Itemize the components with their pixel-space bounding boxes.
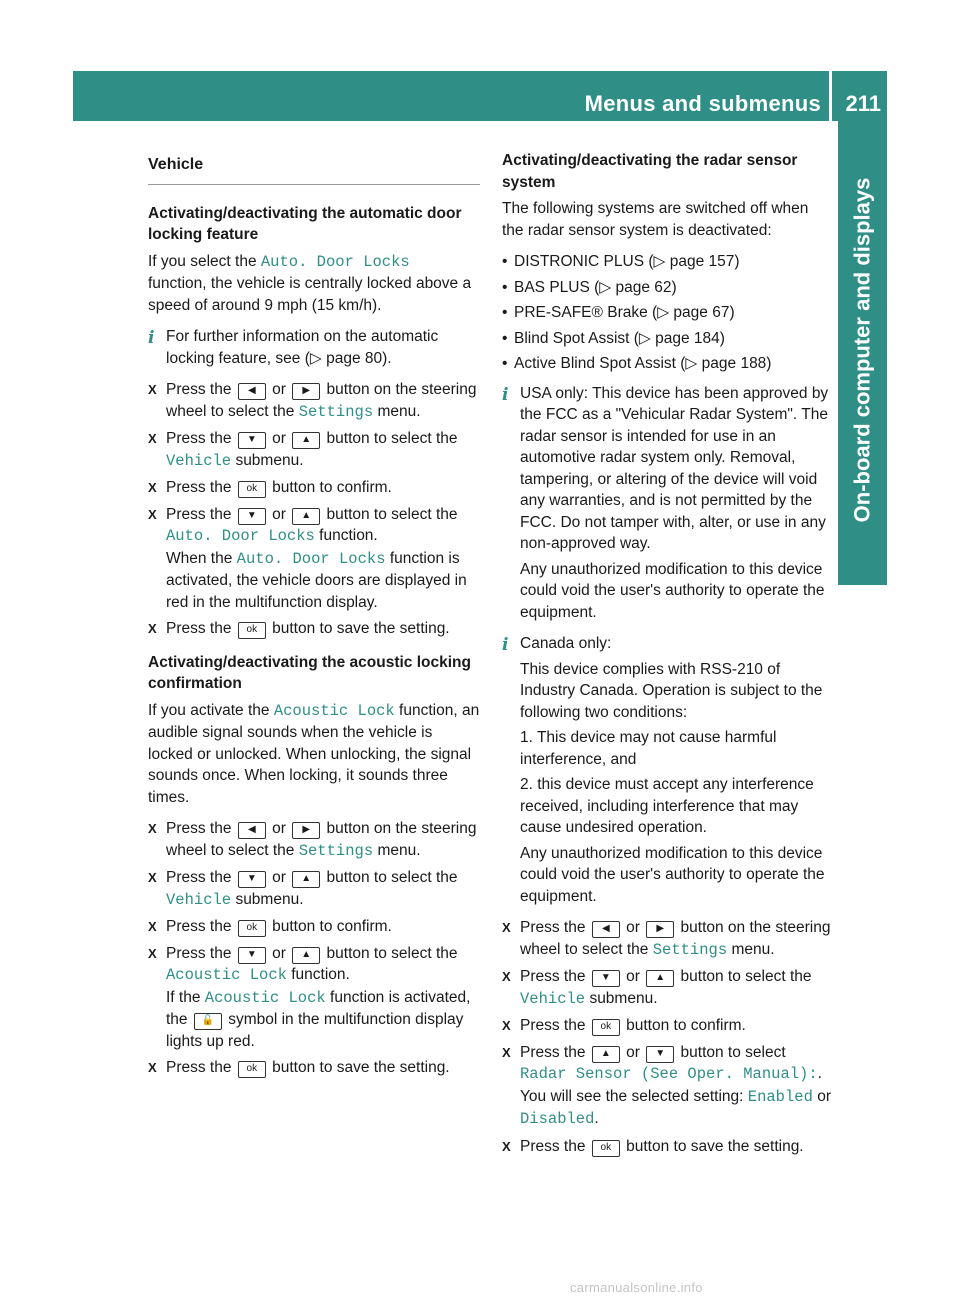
step-item: X Press the ▼ or ▲ button to select the Auto. Door Locks function. When the Auto. Door Locks function is activated, the vehicle doors are displayed in red in the multifunction display. <box>148 504 480 614</box>
down-key-icon: ▼ <box>646 1046 674 1063</box>
heading-radar-sensor: Activating/deactivating the radar sensor system <box>502 152 798 191</box>
info-icon: i <box>148 328 155 348</box>
step-item: X Press the ▼ or ▲ button to select the Vehicle submenu. <box>148 428 480 472</box>
info-note-usa: i USA only: This device has been approved by the FCC as a "Vehicular Radar System". The radar sensor is intended for use in an automotive radar system only. Removal, tampering, or altering of the device will void any warranties, and is not permitted by the FCC. Do not tamper with, alter, or use in any non-approved way. Any unauthorized modification to this device could void the user's authority to operate the equipment. <box>502 384 829 621</box>
left-key-icon: ◀ <box>238 383 266 400</box>
down-key-icon: ▼ <box>238 432 266 449</box>
list-item: • Active Blind Spot Assist (▷ page 188) <box>502 353 834 375</box>
step-item: X Press the ▼ or ▲ button to select the Vehicle submenu. <box>502 966 834 1010</box>
step-item: X Press the ◀ or ▶ button on the steering wheel to select the Settings menu. <box>148 379 480 423</box>
down-key-icon: ▼ <box>238 508 266 525</box>
up-key-icon: ▲ <box>646 970 674 987</box>
down-key-icon: ▼ <box>592 970 620 987</box>
footer-watermark: carmanualsonline.info <box>570 1280 703 1295</box>
page-header <box>73 71 887 121</box>
ok-key-icon: ok <box>238 481 266 498</box>
ok-key-icon: ok <box>592 1019 620 1036</box>
left-column <box>148 150 480 1084</box>
header-title: Menus and submenus <box>584 91 821 116</box>
lock-icon: 🔓 <box>194 1013 222 1030</box>
paragraph: The following systems are switched off when the radar sensor system is deactivated: <box>502 200 809 239</box>
left-key-icon: ◀ <box>592 921 620 938</box>
list-item: • PRE-SAFE® Brake (▷ page 67) <box>502 302 834 324</box>
step-item: X Press the ◀ or ▶ button on the steering wheel to select the Settings menu. <box>148 818 480 862</box>
step-item: X Press the ◀ or ▶ button on the steering wheel to select the Settings menu. <box>502 917 834 961</box>
up-key-icon: ▲ <box>292 947 320 964</box>
step-item: X Press the ok button to save the setting. <box>148 1057 480 1079</box>
right-column <box>502 150 834 1162</box>
step-item: X Press the ok button to confirm. <box>148 916 480 938</box>
section-title: Vehicle <box>148 154 480 185</box>
step-item: X Press the ok button to confirm. <box>148 477 480 499</box>
up-key-icon: ▲ <box>292 871 320 888</box>
side-square <box>838 551 887 585</box>
up-key-icon: ▲ <box>292 432 320 449</box>
ok-key-icon: ok <box>592 1140 620 1157</box>
ok-key-icon: ok <box>238 622 266 639</box>
info-icon: i <box>502 384 509 405</box>
bullet-list <box>502 251 834 375</box>
list-item: • DISTRONIC PLUS (▷ page 157) <box>502 251 834 273</box>
down-key-icon: ▼ <box>238 871 266 888</box>
step-item: X Press the ok button to save the setting. <box>502 1136 834 1158</box>
info-note-canada: i Canada only: This device complies with RSS-210 of Industry Canada. Operation is subject to the following two conditions: 1. This device may not cause harmful interference, and 2. this device must accept any interference received, including interference that may cause undesired operation. Any unauthorized modification to this device could void the user's authority to operate the equipment. <box>502 635 825 905</box>
side-label: On-board computer and displays <box>849 177 875 523</box>
info-note: i For further information on the automatic locking feature, see (▷ page 80). <box>148 328 439 367</box>
right-key-icon: ▶ <box>646 921 674 938</box>
info-icon: i <box>502 635 509 655</box>
page-number: 211 <box>845 91 881 116</box>
right-key-icon: ▶ <box>292 822 320 839</box>
down-key-icon: ▼ <box>238 947 266 964</box>
header-divider <box>829 71 832 121</box>
up-key-icon: ▲ <box>292 508 320 525</box>
ok-key-icon: ok <box>238 1061 266 1078</box>
step-item: X Press the ▲ or ▼ button to select Radar Sensor (See Oper. Manual):. You will see the selected setting: Enabled or Disabled. <box>502 1042 834 1131</box>
step-item: X Press the ok button to confirm. <box>502 1015 834 1037</box>
list-item: • Blind Spot Assist (▷ page 184) <box>502 328 834 350</box>
heading-auto-lock: Activating/deactivating the automatic door locking feature <box>148 204 462 243</box>
left-key-icon: ◀ <box>238 822 266 839</box>
paragraph: If you activate the Acoustic Lock function, an audible signal sounds when the vehicle is locked or unlocked. When unlocking, the signal sounds once. When locking, it sounds three times. <box>148 701 480 806</box>
ok-key-icon: ok <box>238 920 266 937</box>
step-item: X Press the ▼ or ▲ button to select the Acoustic Lock function. If the Acoustic Lock function is activated, the 🔓 symbol in the multifunction display lights up red. <box>148 943 480 1053</box>
paragraph: If you select the Auto. Door Locks function, the vehicle is centrally locked above a speed of around 9 mph (15 km/h). <box>148 252 472 314</box>
list-item: • BAS PLUS (▷ page 62) <box>502 277 834 299</box>
step-item: X Press the ▼ or ▲ button to select the Vehicle submenu. <box>148 867 480 911</box>
right-key-icon: ▶ <box>292 383 320 400</box>
up-key-icon: ▲ <box>592 1046 620 1063</box>
step-item: X Press the ok button to save the setting. <box>148 618 480 640</box>
heading-acoustic-lock: Activating/deactivating the acoustic locking confirmation <box>148 653 471 692</box>
